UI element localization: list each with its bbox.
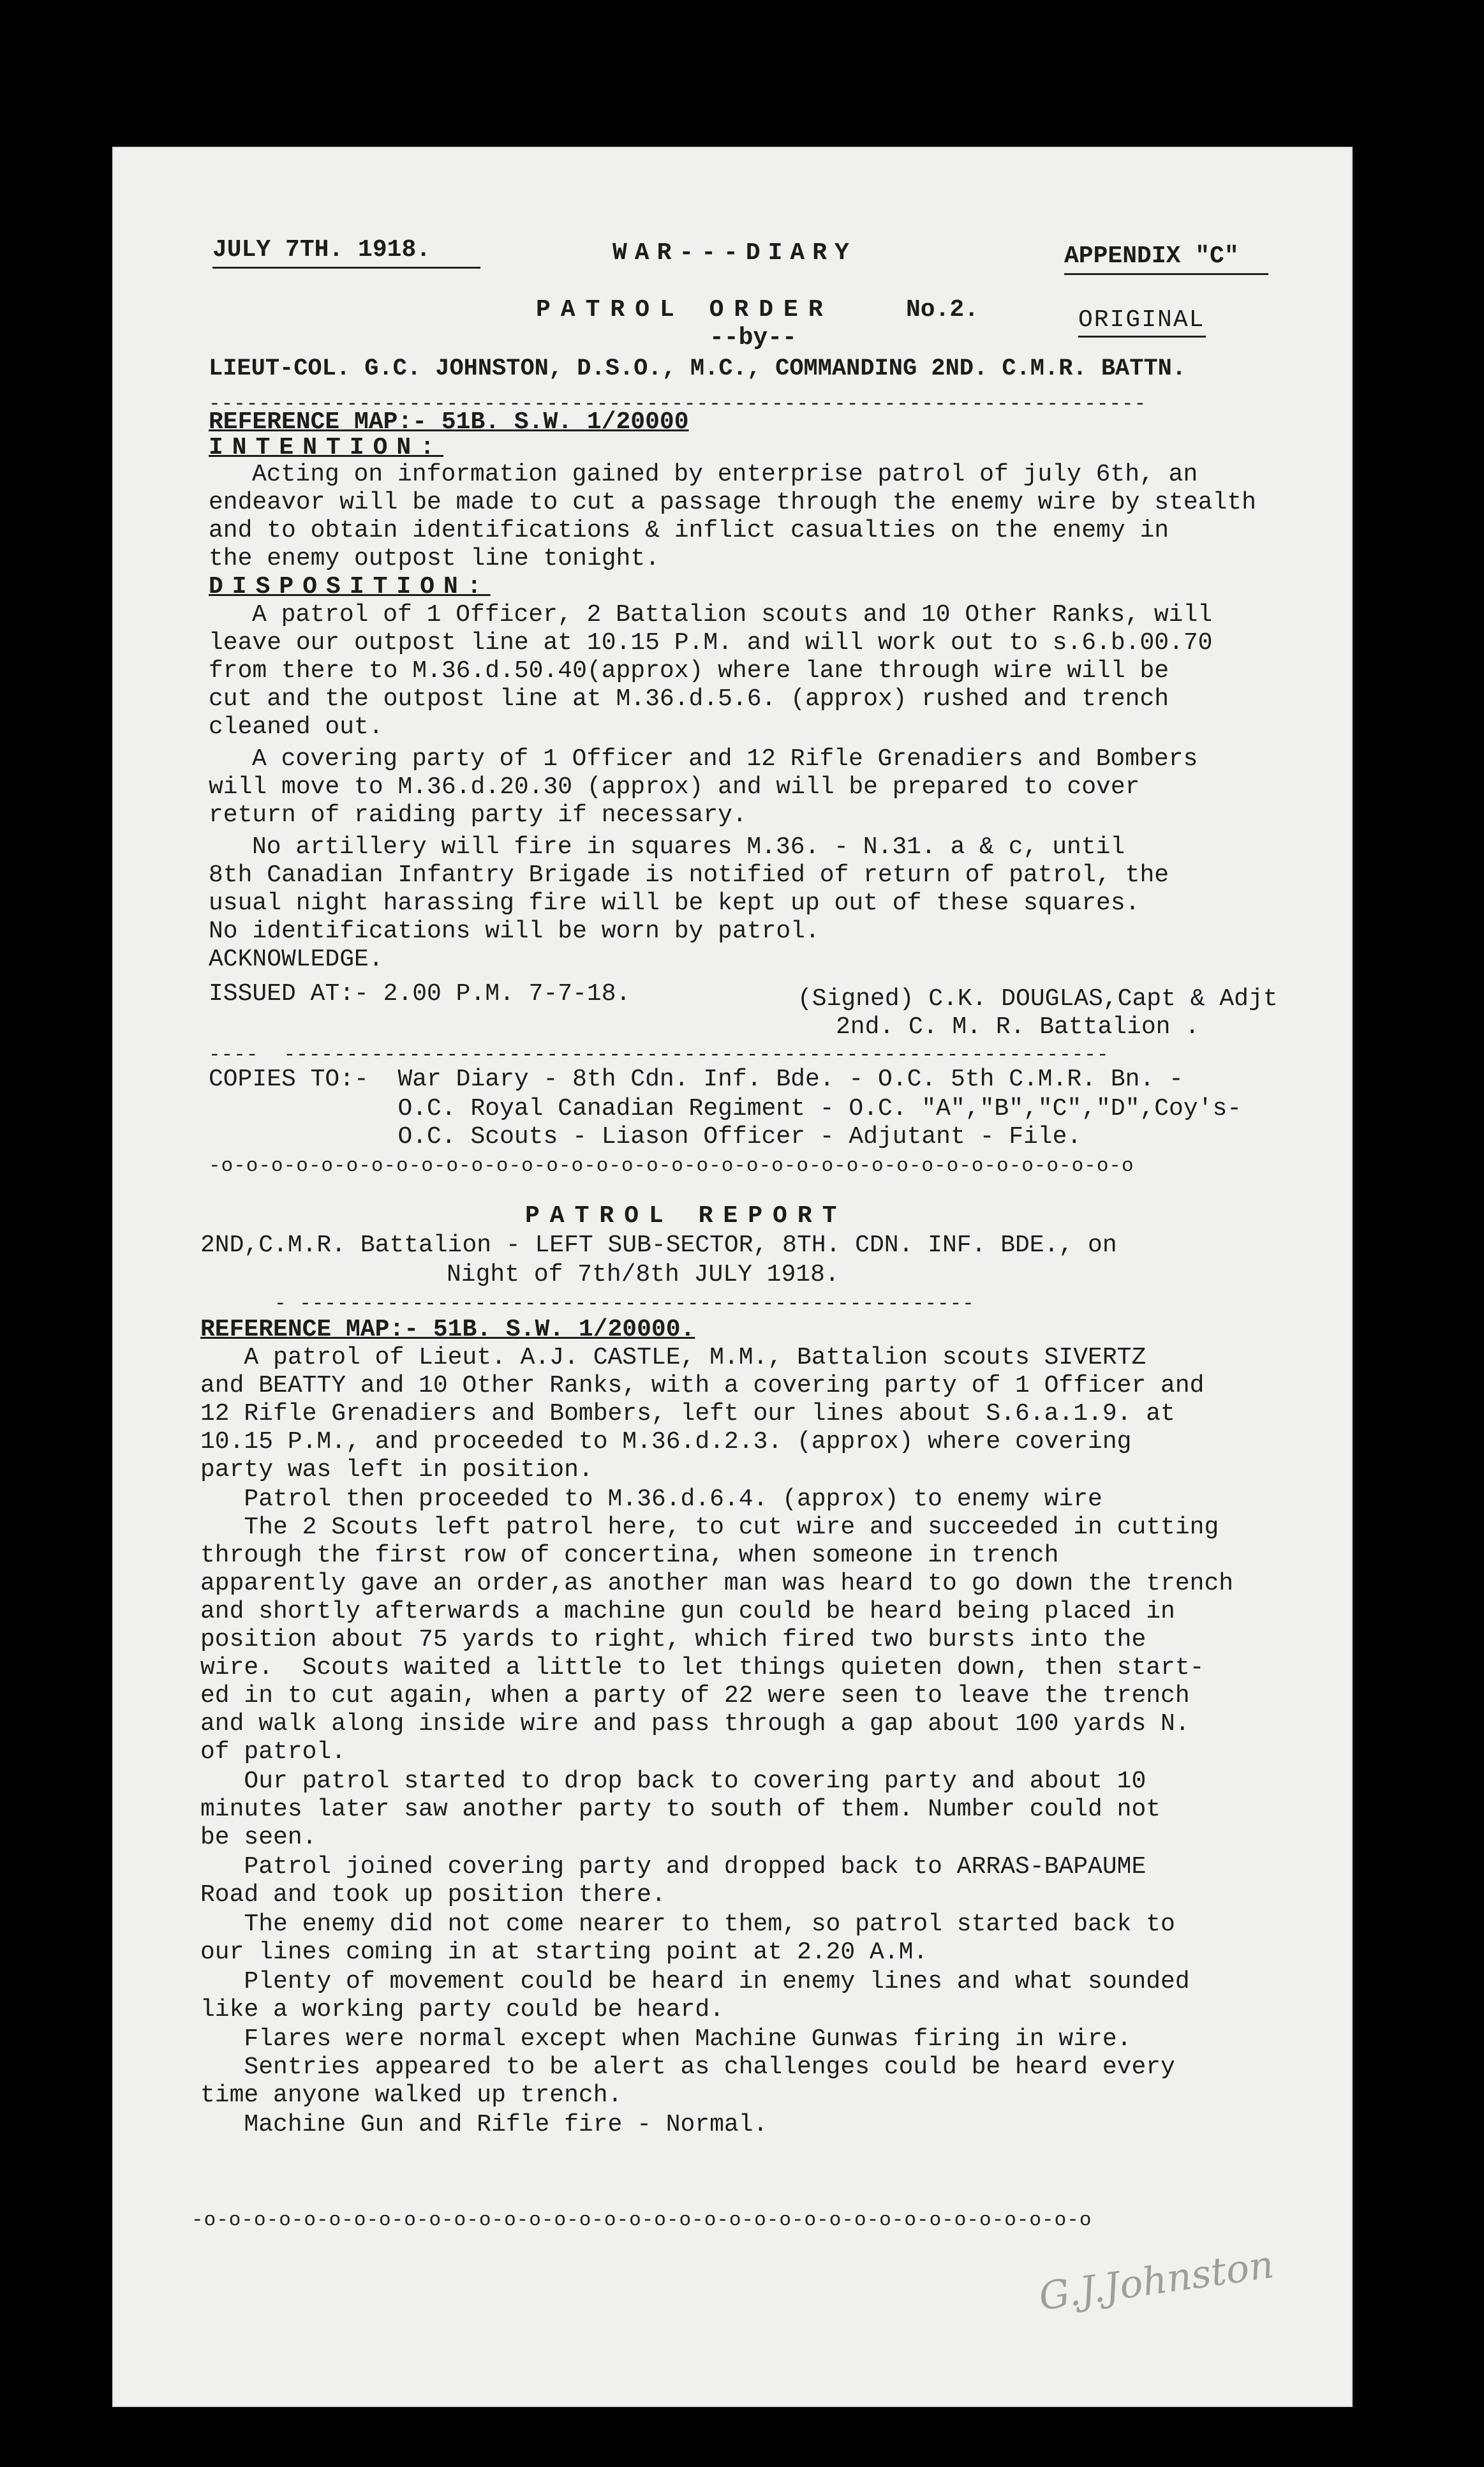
report-subtitle-1: 2ND,C.M.R. Battalion - LEFT SUB-SECTOR, 8TH. CDN. INF. BDE., on: [200, 1232, 1117, 1259]
patrol-order-title: PATROL ORDER: [536, 296, 833, 324]
disposition-line: usual night harassing fire will be kept up out of these squares.: [209, 890, 1140, 917]
report-line: minutes later saw another party to south of them. Number could not: [200, 1796, 1161, 1823]
disposition-line: cleaned out.: [209, 713, 383, 741]
report-line: and walk along inside wire and pass through a gap about 100 yards N.: [200, 1710, 1190, 1738]
disposition-line: No identifications will be worn by patrol.: [209, 918, 820, 945]
report-line: and BEATTY and 10 Other Ranks, with a covering party of 1 Officer and: [200, 1372, 1205, 1399]
report-line: A patrol of Lieut. A.J. CASTLE, M.M., Battalion scouts SIVERTZ: [200, 1344, 1146, 1371]
report-subtitle-2: Night of 7th/8th JULY 1918.: [447, 1261, 840, 1288]
report-line: Sentries appeared to be alert as challenges could be heard every: [200, 2053, 1175, 2081]
date-underline: [212, 267, 480, 269]
report-line: wire. Scouts waited a little to let things quieten down, then start-: [200, 1654, 1205, 1681]
report-line: and shortly afterwards a machine gun could be heard being placed in: [200, 1598, 1175, 1625]
original-stamp: ORIGINAL: [1078, 306, 1205, 334]
intention-heading: INTENTION:: [209, 434, 444, 461]
copies-line: O.C. Scouts - Liason Officer - Adjutant - File.: [209, 1123, 1082, 1151]
report-line: Patrol then proceeded to M.36.d.6.4. (approx) to enemy wire: [200, 1486, 1102, 1513]
report-line: party was left in position.: [200, 1456, 593, 1484]
report-line: The 2 Scouts left patrol here, to cut wire and succeeded in cutting: [200, 1514, 1219, 1541]
report-line: our lines coming in at starting point at 2.20 A.M.: [200, 1939, 928, 1966]
disposition-line: A covering party of 1 Officer and 12 Rifle Grenadiers and Bombers: [252, 745, 1198, 773]
intention-line: endeavor will be made to cut a passage through the enemy wire by stealth: [209, 489, 1256, 516]
header-date: JULY 7TH. 1918.: [212, 236, 431, 264]
disposition-line: No artillery will fire in squares M.36. - N.31. a & c, until: [252, 833, 1125, 861]
disposition-line: 8th Canadian Infantry Brigade is notified of return of patrol, the: [209, 861, 1169, 889]
issued-at: ISSUED AT:- 2.00 P.M. 7-7-18.: [209, 980, 631, 1008]
report-line: Road and took up position there.: [200, 1881, 666, 1909]
rule-2: ---- ------------------------------------------------------------------: [209, 1044, 1109, 1066]
report-line: apparently gave an order,as another man was heard to go down the trench: [200, 1570, 1234, 1597]
intention-line: and to obtain identifications & inflict casualties on the enemy in: [209, 517, 1169, 544]
copies-line: COPIES TO:- War Diary - 8th Cdn. Inf. Bde. - O.C. 5th C.M.R. Bn. -: [209, 1066, 1183, 1093]
report-line: ed in to cut again, when a party of 22 were seen to leave the trench: [200, 1682, 1190, 1710]
rule-3: -o-o-o-o-o-o-o-o-o-o-o-o-o-o-o-o-o-o-o-o-o-o-o-o-o-o-o-o-o-o-o-o-o-o-o-o-o: [209, 1155, 1134, 1177]
by-line: --by--: [709, 324, 797, 352]
patrol-report-title: PATROL REPORT: [525, 1202, 847, 1230]
handwritten-signature: G.J.Johnston: [1036, 2242, 1277, 2320]
original-underline: [1078, 336, 1206, 338]
commander-line: LIEUT-COL. G.C. JOHNSTON, D.S.O., M.C., COMMANDING 2ND. C.M.R. BATTN.: [209, 355, 1187, 382]
report-line: The enemy did not come nearer to them, so patrol started back to: [200, 1911, 1175, 1938]
report-line: Plenty of movement could be heard in enemy lines and what sounded: [200, 1968, 1190, 1995]
report-line: through the first row of concertina, when someone in trench: [200, 1542, 1059, 1569]
signed-line-2: 2nd. C. M. R. Battalion .: [836, 1013, 1200, 1041]
disposition-line: leave our outpost line at 10.15 P.M. and will work out to s.6.b.00.70: [209, 629, 1213, 657]
intention-line: the enemy outpost line tonight.: [209, 545, 660, 572]
patrol-order-number: No.2.: [906, 296, 979, 324]
report-line: Flares were normal except when Machine Gunwas firing in wire.: [200, 2025, 1132, 2053]
report-line: like a working party could be heard.: [200, 1996, 724, 2024]
report-line: be seen.: [200, 1824, 317, 1851]
report-line: Machine Gun and Rifle fire - Normal.: [200, 2111, 768, 2138]
report-rule: - ------------------------------------------------------: [274, 1293, 975, 1315]
report-reference-map: REFERENCE MAP:- 51B. S.W. 1/20000.: [200, 1316, 695, 1343]
disposition-heading: DISPOSITION:: [209, 573, 491, 600]
copies-line: O.C. Royal Canadian Regiment - O.C. "A","B","C","D",Coy's-: [209, 1095, 1242, 1122]
report-line: time anyone walked up trench.: [200, 2082, 623, 2109]
report-line: Our patrol started to drop back to covering party and about 10: [200, 1768, 1146, 1795]
report-line: of patrol.: [200, 1738, 346, 1766]
report-line: Patrol joined covering party and dropped back to ARRAS-BAPAUME: [200, 1853, 1146, 1881]
appendix-label: APPENDIX "C": [1064, 242, 1239, 270]
report-line: 12 Rifle Grenadiers and Bombers, left our lines about S.6.a.1.9. at: [200, 1400, 1175, 1427]
order-reference-map: REFERENCE MAP:- 51B. S.W. 1/20000: [209, 408, 689, 436]
disposition-line: cut and the outpost line at M.36.d.5.6. (approx) rushed and trench: [209, 685, 1169, 713]
disposition-line: A patrol of 1 Officer, 2 Battalion scouts and 10 Other Ranks, will: [252, 601, 1213, 629]
appendix-underline: [1064, 273, 1268, 275]
rule-1: ---------------------------------------------------------------------------: [209, 393, 1147, 415]
intention-line: Acting on information gained by enterprise patrol of july 6th, an: [252, 461, 1198, 488]
war-diary-title: WAR---DIARY: [612, 239, 857, 267]
disposition-line: ACKNOWLEDGE.: [209, 946, 383, 973]
report-end-rule: -o-o-o-o-o-o-o-o-o-o-o-o-o-o-o-o-o-o-o-o-o-o-o-o-o-o-o-o-o-o-o-o-o-o-o-o: [191, 2209, 1092, 2232]
report-line: 10.15 P.M., and proceeded to M.36.d.2.3. (approx) where covering: [200, 1428, 1132, 1456]
disposition-line: will move to M.36.d.20.30 (approx) and will be prepared to cover: [209, 773, 1140, 801]
disposition-line: return of raiding party if necessary.: [209, 801, 747, 829]
signed-line-1: (Signed) C.K. DOUGLAS,Capt & Adjt: [798, 985, 1278, 1013]
report-line: position about 75 yards to right, which fired two bursts into the: [200, 1626, 1146, 1653]
disposition-line: from there to M.36.d.50.40(approx) where lane through wire will be: [209, 657, 1169, 685]
